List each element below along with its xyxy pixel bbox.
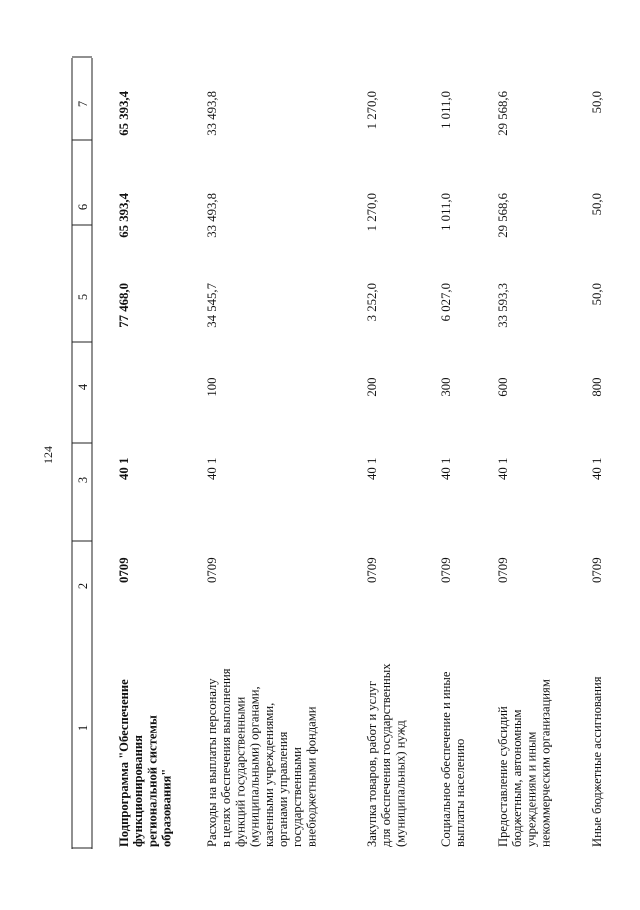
row-description-line: Расходы на выплаты персоналу — [205, 678, 219, 847]
section-code: 0709 — [439, 557, 453, 583]
column-number-label: 7 — [76, 100, 90, 108]
amount-col6: 29 568,6 — [496, 193, 510, 238]
target-article-code: 40 1 — [365, 457, 379, 480]
row-description-line: региональной системы — [145, 715, 160, 847]
row-description-line: в целях обеспечения выполнения — [219, 668, 234, 847]
column-number-label: 6 — [76, 203, 90, 211]
row-description-line: казенными учреждениями, — [261, 702, 276, 847]
amount-col7: 50,0 — [590, 91, 604, 114]
column-number-label: 5 — [76, 293, 90, 301]
row-description-line: государственными — [290, 747, 305, 847]
amount-col6: 50,0 — [590, 193, 604, 216]
expense-type-code: 600 — [496, 377, 510, 397]
column-number-label: 4 — [76, 383, 90, 391]
amount-col6: 1 011,0 — [439, 193, 453, 231]
row-description-line: Иные бюджетные ассигнования — [590, 676, 604, 847]
row-description-line: бюджетным, автономным — [510, 709, 525, 847]
amount-col7: 1 011,0 — [439, 91, 453, 129]
amount-col5: 33 593,3 — [496, 283, 510, 328]
row-description-line: функций государственными — [233, 696, 248, 847]
row-description-line: функционирования — [131, 735, 146, 847]
amount-col6: 65 393,4 — [117, 193, 131, 238]
row-description-line: Предоставление субсидий — [496, 706, 510, 847]
amount-col6: 1 270,0 — [365, 193, 379, 232]
section-code: 0709 — [365, 557, 379, 583]
section-code: 0709 — [117, 557, 131, 583]
row-description-line: некоммерческим организациям — [538, 679, 553, 847]
amount-col5: 3 252,0 — [365, 283, 379, 322]
target-article-code: 40 1 — [117, 457, 131, 480]
row-description-line: образования" — [159, 768, 174, 847]
target-article-code: 40 1 — [205, 457, 219, 480]
page-number: 124 — [40, 446, 55, 464]
section-code: 0709 — [590, 557, 604, 583]
row-description-line: внебюджетными фондами — [304, 706, 319, 847]
column-number-label: 2 — [76, 582, 90, 590]
amount-col5: 77 468,0 — [117, 283, 131, 328]
column-number-label: 3 — [76, 476, 90, 484]
row-description-line: (муниципальными) органами, — [247, 686, 262, 847]
section-code: 0709 — [496, 557, 510, 583]
row-description-line: Подпрограмма "Обеспечение — [117, 679, 131, 847]
row-description-line: выплаты населению — [453, 738, 468, 847]
budget-table — [72, 57, 612, 849]
target-article-code: 40 1 — [496, 457, 510, 480]
amount-col7: 29 568,6 — [496, 91, 510, 136]
amount-col7: 1 270,0 — [365, 91, 379, 130]
row-description-line: Закупка товаров, работ и услуг — [365, 681, 379, 847]
amount-col6: 33 493,8 — [205, 193, 219, 238]
amount-col7: 65 393,4 — [117, 91, 131, 136]
row-description-line: учреждениям и иным — [524, 731, 539, 847]
amount-col7: 33 493,8 — [205, 91, 219, 136]
row-description-line: (муниципальных) нужд — [393, 720, 408, 847]
expense-type-code: 300 — [439, 377, 453, 397]
amount-col5: 50,0 — [590, 283, 604, 306]
target-article-code: 40 1 — [590, 457, 604, 480]
row-description-line: органами управления — [276, 731, 290, 847]
amount-col5: 34 545,7 — [205, 283, 219, 328]
row-description-line: для обеспечения государственных — [379, 663, 394, 847]
column-number-label: 1 — [76, 724, 90, 732]
amount-col5: 6 027,0 — [439, 283, 453, 322]
target-article-code: 40 1 — [439, 457, 453, 480]
row-description-line: Социальное обеспечение и иные — [439, 671, 453, 847]
expense-type-code: 100 — [205, 377, 219, 397]
expense-type-code: 800 — [590, 377, 604, 397]
expense-type-code: 200 — [365, 377, 379, 397]
section-code: 0709 — [205, 557, 219, 583]
